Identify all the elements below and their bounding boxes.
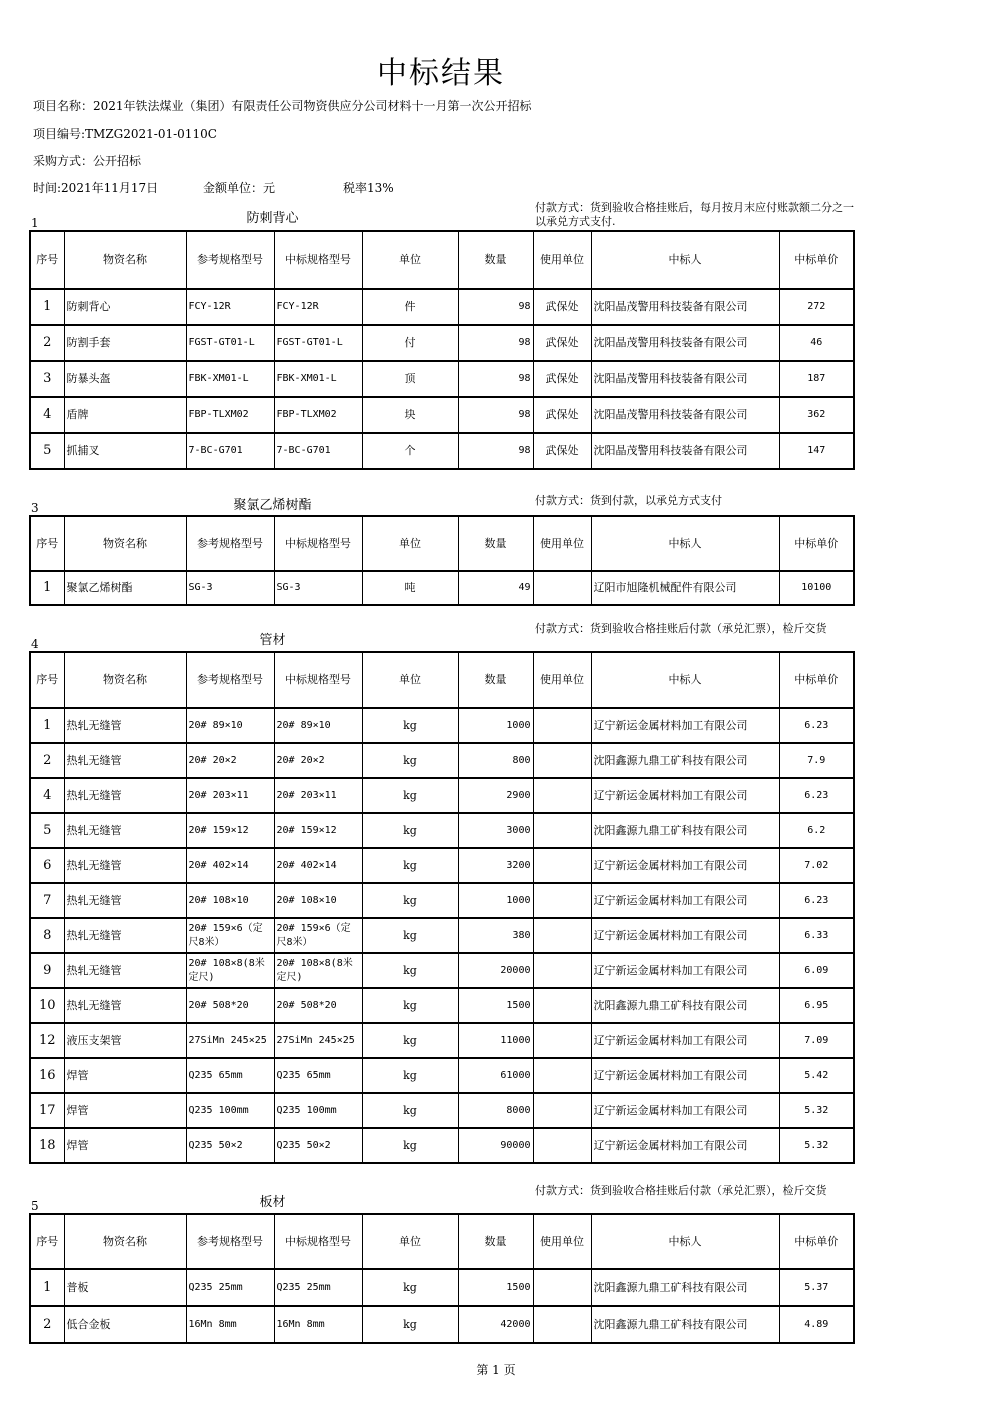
table-row (30, 397, 854, 433)
seq-cell: 1 (30, 571, 64, 605)
unit-cell: kg (362, 1093, 458, 1128)
winner-cell: 辽宁新运金属材料加工有限公司 (591, 1128, 779, 1163)
material-name-cell: 热轧无缝管 (64, 708, 186, 743)
bid-spec-header: 中标规格型号 (274, 652, 362, 708)
table-row (30, 1269, 854, 1306)
material-name-cell: 盾牌 (64, 397, 186, 433)
unit-price-cell: 147 (779, 433, 854, 469)
unit-price-cell: 5.37 (779, 1269, 854, 1306)
unit-cell: 付 (362, 325, 458, 361)
ref-spec-cell: 20# 159×12 (186, 813, 274, 848)
payment-terms: 付款方式：货到验收合格挂账后付款（承兑汇票），检斤交货 (535, 1184, 827, 1197)
user-dept-cell (533, 1128, 591, 1163)
user-dept-cell (533, 953, 591, 988)
quantity-cell: 98 (458, 433, 533, 469)
table-row (30, 289, 854, 325)
unit-price-cell: 5.32 (779, 1128, 854, 1163)
bid-spec-cell: 20# 20×2 (274, 743, 362, 778)
table-row (30, 1058, 854, 1093)
unit-price-cell: 10100 (779, 571, 854, 605)
ref-spec-cell: 20# 108×8(8米定尺) (186, 953, 274, 988)
unit-cell: kg (362, 988, 458, 1023)
ref-spec-header: 参考规格型号 (186, 652, 274, 708)
bid-spec-cell: 20# 108×8(8米定尺) (274, 953, 362, 988)
user-dept-cell: 武保处 (533, 325, 591, 361)
bid-spec-cell: Q235 50×2 (274, 1128, 362, 1163)
table-header-row (30, 231, 854, 289)
table-row (30, 778, 854, 813)
section-number: 3 (31, 501, 39, 515)
winner-cell: 辽宁新运金属材料加工有限公司 (591, 953, 779, 988)
quantity-cell: 800 (458, 743, 533, 778)
unit-price-cell: 6.2 (779, 813, 854, 848)
user-dept-cell (533, 918, 591, 953)
unit-cell: kg (362, 953, 458, 988)
user-dept-cell (533, 1058, 591, 1093)
unit-cell: kg (362, 743, 458, 778)
user-dept-cell (533, 1023, 591, 1058)
quantity-cell: 90000 (458, 1128, 533, 1163)
table-row (30, 918, 854, 953)
table-row (30, 813, 854, 848)
seq-header: 序号 (30, 652, 64, 708)
ref-spec-cell: 16Mn 8mm (186, 1306, 274, 1343)
ref-spec-cell: Q235 25mm (186, 1269, 274, 1306)
material-name-cell: 焊管 (64, 1128, 186, 1163)
material-name-cell: 防刺背心 (64, 289, 186, 325)
user-dept-cell: 武保处 (533, 289, 591, 325)
payment-terms: 付款方式：货到验收合格挂账后，每月按月末应付账款额二分之一以承兑方式支付. (535, 201, 854, 228)
bid-spec-cell: 20# 159×12 (274, 813, 362, 848)
winner-cell: 沈阳鑫源九鼎工矿科技有限公司 (591, 813, 779, 848)
winner-cell: 沈阳鑫源九鼎工矿科技有限公司 (591, 743, 779, 778)
section-name: 聚氯乙烯树酯 (233, 498, 312, 513)
quantity-cell: 1500 (458, 1269, 533, 1306)
winner-cell: 沈阳晶茂警用科技装备有限公司 (591, 361, 779, 397)
seq-cell: 16 (30, 1058, 64, 1093)
unit-price-cell: 6.09 (779, 953, 854, 988)
winner-cell: 辽宁新运金属材料加工有限公司 (591, 708, 779, 743)
ref-spec-cell: 7-BC-G701 (186, 433, 274, 469)
unit-cell: kg (362, 883, 458, 918)
unit-header: 单位 (362, 652, 458, 708)
section-number: 4 (31, 637, 39, 651)
seq-cell: 1 (30, 1269, 64, 1306)
unit-cell: kg (362, 1058, 458, 1093)
ref-spec-cell: 20# 203×11 (186, 778, 274, 813)
winner-cell: 沈阳晶茂警用科技装备有限公司 (591, 433, 779, 469)
ref-spec-cell: Q235 100mm (186, 1093, 274, 1128)
user-dept-cell: 武保处 (533, 433, 591, 469)
unit-price-header: 中标单价 (779, 516, 854, 571)
unit-cell: 件 (362, 289, 458, 325)
ref-spec-cell: FBP-TLXM02 (186, 397, 274, 433)
unit-header: 单位 (362, 231, 458, 289)
seq-cell: 4 (30, 778, 64, 813)
ref-spec-cell: 20# 108×10 (186, 883, 274, 918)
quantity-cell: 380 (458, 918, 533, 953)
table-row (30, 848, 854, 883)
seq-cell: 2 (30, 1306, 64, 1343)
ref-spec-header: 参考规格型号 (186, 516, 274, 571)
section-number: 5 (31, 1199, 39, 1213)
table-header-row (30, 652, 854, 708)
material-name-cell: 热轧无缝管 (64, 953, 186, 988)
material-name-cell: 热轧无缝管 (64, 988, 186, 1023)
quantity-cell: 42000 (458, 1306, 533, 1343)
unit-cell: 块 (362, 397, 458, 433)
bid-spec-cell: 16Mn 8mm (274, 1306, 362, 1343)
user-dept-cell (533, 883, 591, 918)
unit-header: 单位 (362, 516, 458, 571)
project-name: 项目名称：2021年铁法煤业（集团）有限责任公司物资供应分公司材料十一月第一次公开招标 (33, 99, 532, 113)
unit-price-cell: 7.09 (779, 1023, 854, 1058)
quantity-cell: 2900 (458, 778, 533, 813)
bid-spec-cell: 20# 159×6（定尺8米） (274, 918, 362, 953)
bid-spec-cell: SG-3 (274, 571, 362, 605)
material-name-cell: 热轧无缝管 (64, 848, 186, 883)
unit-price-cell: 6.23 (779, 708, 854, 743)
unit-price-cell: 7.9 (779, 743, 854, 778)
material-name-cell: 热轧无缝管 (64, 743, 186, 778)
user-dept-cell (533, 708, 591, 743)
unit-cell: 吨 (362, 571, 458, 605)
project-number: 项目编号:TMZG2021-01-0110C (33, 127, 217, 141)
page-footer: 第 1 页 (476, 1363, 516, 1377)
quantity-cell: 1500 (458, 988, 533, 1023)
seq-cell: 5 (30, 433, 64, 469)
table-row (30, 708, 854, 743)
user-dept-cell (533, 778, 591, 813)
seq-cell: 6 (30, 848, 64, 883)
winner-header: 中标人 (591, 1214, 779, 1269)
quantity-cell: 49 (458, 571, 533, 605)
winner-cell: 沈阳鑫源九鼎工矿科技有限公司 (591, 1306, 779, 1343)
bid-spec-cell: 20# 89×10 (274, 708, 362, 743)
unit-price-header: 中标单价 (779, 231, 854, 289)
material-name-cell: 焊管 (64, 1058, 186, 1093)
material-name-header: 物资名称 (64, 652, 186, 708)
unit-cell: kg (362, 848, 458, 883)
material-name-cell: 热轧无缝管 (64, 918, 186, 953)
user-dept-cell (533, 743, 591, 778)
unit-price-cell: 7.02 (779, 848, 854, 883)
bid-spec-header: 中标规格型号 (274, 231, 362, 289)
user-dept-header: 使用单位 (533, 516, 591, 571)
unit-cell: kg (362, 1023, 458, 1058)
table-header-row (30, 1214, 854, 1269)
payment-terms: 付款方式：货到验收合格挂账后付款（承兑汇票），检斤交货 (535, 622, 827, 635)
winner-cell: 辽宁新运金属材料加工有限公司 (591, 883, 779, 918)
ref-spec-cell: 20# 20×2 (186, 743, 274, 778)
unit-cell: 个 (362, 433, 458, 469)
winner-cell: 沈阳晶茂警用科技装备有限公司 (591, 325, 779, 361)
table-row (30, 1093, 854, 1128)
seq-cell: 2 (30, 743, 64, 778)
winner-header: 中标人 (591, 516, 779, 571)
unit-price-cell: 6.95 (779, 988, 854, 1023)
winner-cell: 辽宁新运金属材料加工有限公司 (591, 1093, 779, 1128)
section-name: 防刺背心 (246, 211, 299, 226)
material-name-cell: 防割手套 (64, 325, 186, 361)
ref-spec-cell: FGST-GT01-L (186, 325, 274, 361)
results-table (29, 515, 855, 606)
quantity-cell: 98 (458, 289, 533, 325)
user-dept-header: 使用单位 (533, 231, 591, 289)
procurement-method: 采购方式：公开招标 (33, 154, 142, 168)
bid-spec-cell: FBK-XM01-L (274, 361, 362, 397)
unit-price-header: 中标单价 (779, 652, 854, 708)
winner-cell: 沈阳晶茂警用科技装备有限公司 (591, 289, 779, 325)
user-dept-cell (533, 988, 591, 1023)
bid-spec-cell: Q235 25mm (274, 1269, 362, 1306)
unit-cell: kg (362, 1128, 458, 1163)
user-dept-header: 使用单位 (533, 652, 591, 708)
quantity-cell: 98 (458, 361, 533, 397)
unit-price-cell: 6.23 (779, 778, 854, 813)
table-row (30, 953, 854, 988)
quantity-cell: 20000 (458, 953, 533, 988)
quantity-cell: 61000 (458, 1058, 533, 1093)
seq-cell: 1 (30, 289, 64, 325)
seq-cell: 3 (30, 361, 64, 397)
winner-header: 中标人 (591, 652, 779, 708)
user-dept-cell (533, 813, 591, 848)
bid-spec-header: 中标规格型号 (274, 1214, 362, 1269)
table-row (30, 883, 854, 918)
table-row (30, 1306, 854, 1343)
results-table (29, 230, 855, 470)
seq-cell: 10 (30, 988, 64, 1023)
seq-header: 序号 (30, 231, 64, 289)
quantity-header: 数量 (458, 231, 533, 289)
unit-price-cell: 46 (779, 325, 854, 361)
ref-spec-cell: 20# 159×6（定尺8米） (186, 918, 274, 953)
ref-spec-cell: Q235 65mm (186, 1058, 274, 1093)
unit-header: 单位 (362, 1214, 458, 1269)
user-dept-cell (533, 1269, 591, 1306)
bid-time: 时间:2021年11月17日 (33, 181, 159, 195)
material-name-cell: 热轧无缝管 (64, 813, 186, 848)
seq-cell: 18 (30, 1128, 64, 1163)
table-row (30, 1128, 854, 1163)
seq-cell: 1 (30, 708, 64, 743)
table-row (30, 1023, 854, 1058)
unit-price-cell: 187 (779, 361, 854, 397)
tax-rate: 税率13% (343, 181, 394, 195)
section-number: 1 (31, 216, 39, 230)
seq-cell: 4 (30, 397, 64, 433)
user-dept-cell (533, 1093, 591, 1128)
unit-cell: kg (362, 813, 458, 848)
quantity-cell: 3000 (458, 813, 533, 848)
material-name-cell: 防暴头盔 (64, 361, 186, 397)
user-dept-cell (533, 848, 591, 883)
payment-terms: 付款方式：货到付款，以承兑方式支付 (535, 494, 722, 507)
winner-cell: 沈阳鑫源九鼎工矿科技有限公司 (591, 988, 779, 1023)
unit-cell: kg (362, 778, 458, 813)
bid-spec-cell: Q235 100mm (274, 1093, 362, 1128)
seq-cell: 8 (30, 918, 64, 953)
winner-header: 中标人 (591, 231, 779, 289)
material-name-cell: 液压支架管 (64, 1023, 186, 1058)
seq-cell: 2 (30, 325, 64, 361)
unit-price-cell: 5.42 (779, 1058, 854, 1093)
unit-cell: 顶 (362, 361, 458, 397)
ref-spec-cell: 20# 89×10 (186, 708, 274, 743)
ref-spec-cell: FBK-XM01-L (186, 361, 274, 397)
quantity-header: 数量 (458, 516, 533, 571)
unit-price-header: 中标单价 (779, 1214, 854, 1269)
unit-price-cell: 4.89 (779, 1306, 854, 1343)
unit-price-cell: 6.23 (779, 883, 854, 918)
seq-header: 序号 (30, 1214, 64, 1269)
section-name: 管材 (259, 633, 286, 648)
quantity-header: 数量 (458, 652, 533, 708)
winner-cell: 沈阳晶茂警用科技装备有限公司 (591, 397, 779, 433)
unit-cell: kg (362, 1306, 458, 1343)
quantity-cell: 8000 (458, 1093, 533, 1128)
material-name-cell: 热轧无缝管 (64, 883, 186, 918)
table-row (30, 361, 854, 397)
ref-spec-header: 参考规格型号 (186, 1214, 274, 1269)
quantity-cell: 98 (458, 325, 533, 361)
quantity-cell: 1000 (458, 883, 533, 918)
winner-cell: 辽宁新运金属材料加工有限公司 (591, 1058, 779, 1093)
user-dept-cell: 武保处 (533, 397, 591, 433)
user-dept-cell (533, 571, 591, 605)
quantity-header: 数量 (458, 1214, 533, 1269)
unit-price-cell: 6.33 (779, 918, 854, 953)
unit-cell: kg (362, 918, 458, 953)
seq-header: 序号 (30, 516, 64, 571)
seq-cell: 12 (30, 1023, 64, 1058)
seq-cell: 7 (30, 883, 64, 918)
results-table (29, 1213, 855, 1344)
winner-cell: 沈阳鑫源九鼎工矿科技有限公司 (591, 1269, 779, 1306)
winner-cell: 辽宁新运金属材料加工有限公司 (591, 848, 779, 883)
material-name-cell: 热轧无缝管 (64, 778, 186, 813)
winner-cell: 辽宁新运金属材料加工有限公司 (591, 1023, 779, 1058)
material-name-header: 物资名称 (64, 516, 186, 571)
results-table (29, 651, 855, 1164)
quantity-cell: 11000 (458, 1023, 533, 1058)
bid-spec-header: 中标规格型号 (274, 516, 362, 571)
material-name-cell: 低合金板 (64, 1306, 186, 1343)
seq-cell: 5 (30, 813, 64, 848)
ref-spec-cell: Q235 50×2 (186, 1128, 274, 1163)
winner-cell: 辽宁新运金属材料加工有限公司 (591, 778, 779, 813)
material-name-cell: 普板 (64, 1269, 186, 1306)
material-name-cell: 抓捕叉 (64, 433, 186, 469)
bid-spec-cell: Q235 65mm (274, 1058, 362, 1093)
material-name-cell: 焊管 (64, 1093, 186, 1128)
meta-line (33, 179, 394, 196)
quantity-cell: 1000 (458, 708, 533, 743)
user-dept-header: 使用单位 (533, 1214, 591, 1269)
ref-spec-cell: 27SiMn 245×25 (186, 1023, 274, 1058)
ref-spec-cell: FCY-12R (186, 289, 274, 325)
amount-unit: 金额单位：元 (203, 181, 276, 195)
unit-price-cell: 362 (779, 397, 854, 433)
bid-spec-cell: 20# 508*20 (274, 988, 362, 1023)
table-row (30, 433, 854, 469)
unit-cell: kg (362, 1269, 458, 1306)
bid-spec-cell: 7-BC-G701 (274, 433, 362, 469)
page-title: 中标结果 (377, 56, 505, 91)
ref-spec-header: 参考规格型号 (186, 231, 274, 289)
ref-spec-cell: SG-3 (186, 571, 274, 605)
unit-price-cell: 5.32 (779, 1093, 854, 1128)
unit-cell: kg (362, 708, 458, 743)
quantity-cell: 98 (458, 397, 533, 433)
bid-spec-cell: FCY-12R (274, 289, 362, 325)
material-name-cell: 聚氯乙烯树酯 (64, 571, 186, 605)
table-row (30, 988, 854, 1023)
material-name-header: 物资名称 (64, 1214, 186, 1269)
bid-spec-cell: FGST-GT01-L (274, 325, 362, 361)
table-row (30, 571, 854, 605)
quantity-cell: 3200 (458, 848, 533, 883)
bid-spec-cell: 20# 203×11 (274, 778, 362, 813)
table-row (30, 743, 854, 778)
material-name-header: 物资名称 (64, 231, 186, 289)
ref-spec-cell: 20# 402×14 (186, 848, 274, 883)
bid-spec-cell: FBP-TLXM02 (274, 397, 362, 433)
seq-cell: 17 (30, 1093, 64, 1128)
user-dept-cell (533, 1306, 591, 1343)
winner-cell: 辽阳市旭隆机械配件有限公司 (591, 571, 779, 605)
bid-spec-cell: 27SiMn 245×25 (274, 1023, 362, 1058)
table-header-row (30, 516, 854, 571)
user-dept-cell: 武保处 (533, 361, 591, 397)
winner-cell: 辽宁新运金属材料加工有限公司 (591, 918, 779, 953)
bid-spec-cell: 20# 402×14 (274, 848, 362, 883)
ref-spec-cell: 20# 508*20 (186, 988, 274, 1023)
bid-spec-cell: 20# 108×10 (274, 883, 362, 918)
seq-cell: 9 (30, 953, 64, 988)
unit-price-cell: 272 (779, 289, 854, 325)
section-name: 板材 (259, 1195, 286, 1210)
table-row (30, 325, 854, 361)
